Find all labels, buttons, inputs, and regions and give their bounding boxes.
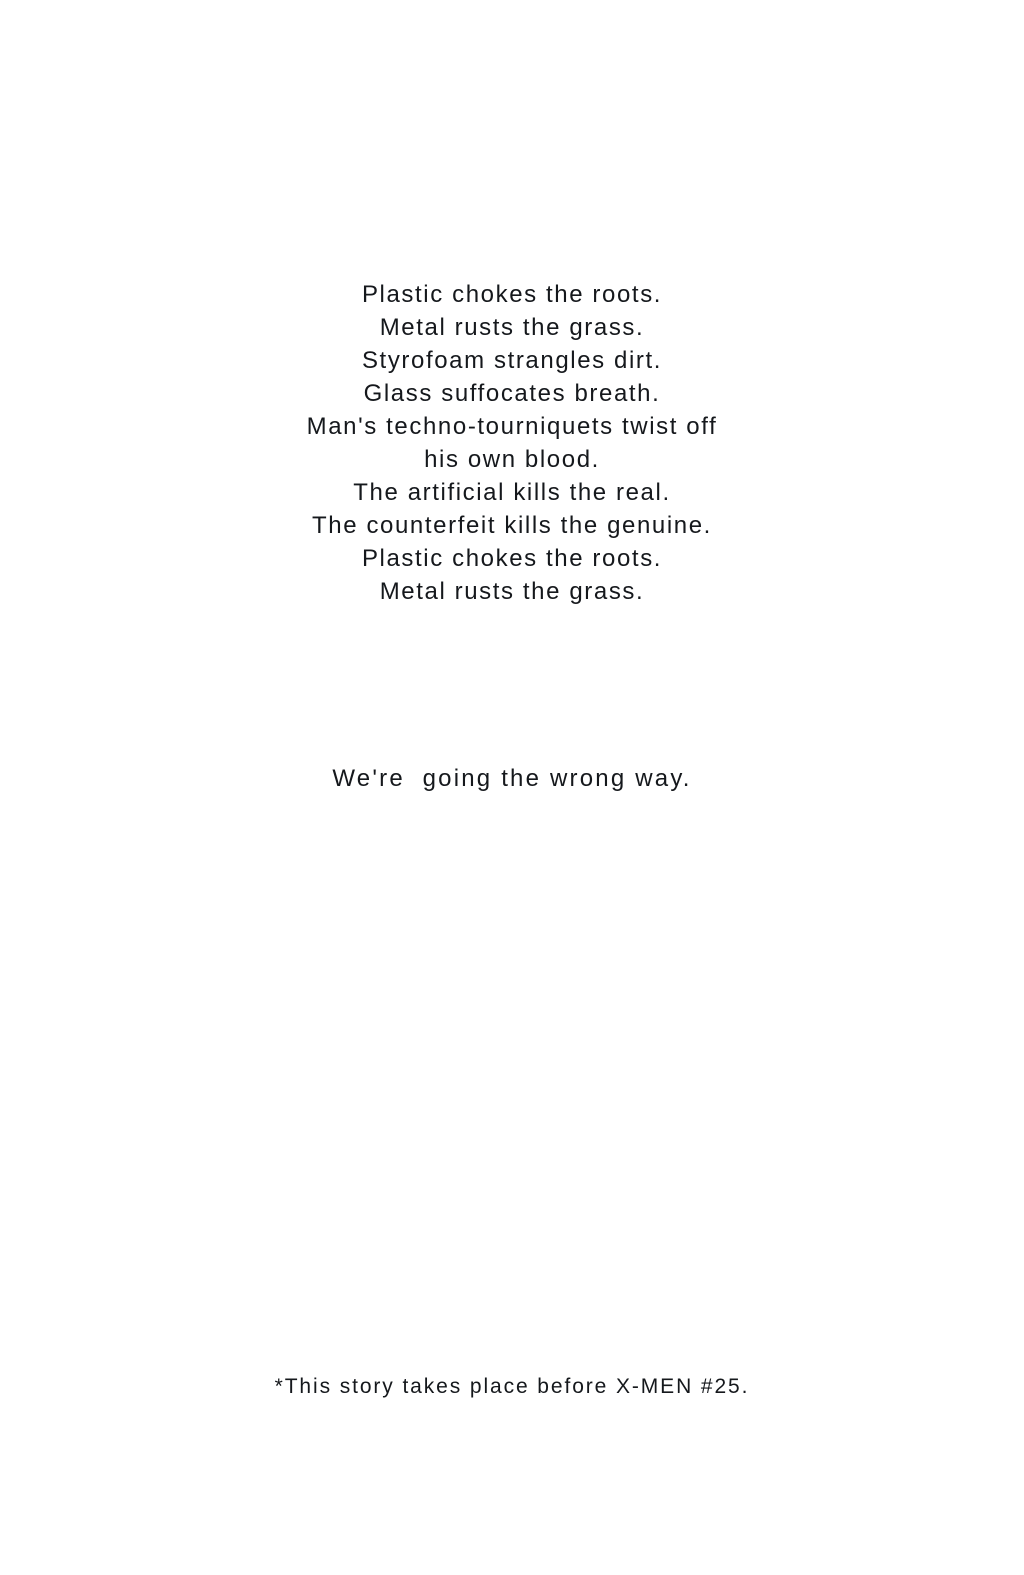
footnote: *This story takes place before X-MEN #25. <box>274 1375 750 1398</box>
poem-line: The counterfeit kills the genuine. <box>312 512 712 539</box>
poem-line: Plastic chokes the roots. <box>361 281 663 308</box>
poem-line: his own blood. <box>424 446 600 473</box>
poem-line: Metal rusts the grass. <box>379 578 645 605</box>
poem-block <box>0 278 1024 608</box>
poem-line: Plastic chokes the roots. <box>361 545 663 572</box>
poem-line: Styrofoam strangles dirt. <box>361 347 663 374</box>
poem-line: The artificial kills the real. <box>353 479 671 506</box>
closing-statement: We're going the wrong way. <box>332 765 692 792</box>
poem-line: Glass suffocates breath. <box>363 380 661 407</box>
poem-line: Metal rusts the grass. <box>379 314 645 341</box>
poem-line: Man's techno-tourniquets twist off <box>306 413 718 440</box>
